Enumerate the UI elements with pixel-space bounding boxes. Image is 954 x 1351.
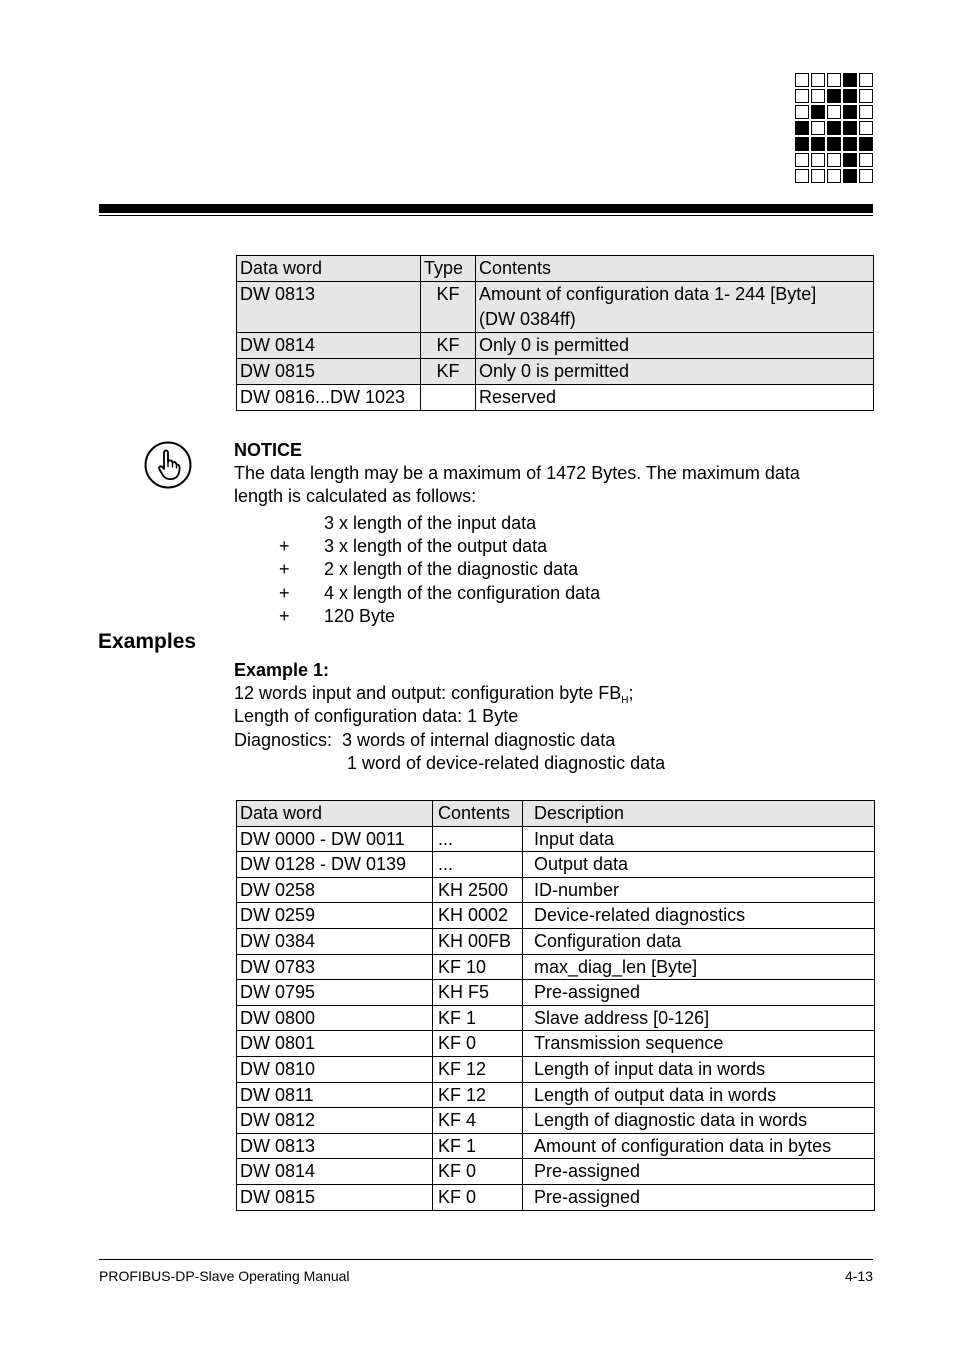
cell-contents: KH 0002 [433,903,523,929]
cell-description: Output data [523,852,875,878]
cell-data-word: DW 0800 [237,1005,433,1031]
cell-contents-line2: (DW 0384ff) [479,309,576,329]
notice-line-2: length is calculated as follows: [234,486,477,506]
formula-op: + [279,559,290,579]
cell-contents: KF 4 [433,1108,523,1134]
logo-square [795,121,809,135]
cell-data-word: DW 0000 - DW 0011 [237,826,433,852]
notice-title: NOTICE [234,440,303,460]
cell-contents: KF 0 [433,1184,523,1210]
table-row [237,1184,875,1210]
table-row [237,359,874,385]
logo-square [827,153,841,167]
example-1-line-3: Diagnostics: 3 words of internal diagnostic data [234,730,616,750]
logo-square [859,153,873,167]
cell-data-word: DW 0815 [237,359,421,385]
table-row [237,852,875,878]
logo-square [859,89,873,103]
cell-contents: Only 0 is permitted [476,333,874,359]
table-header-row [237,801,875,827]
table-row [237,1133,875,1159]
formula-term: 4 x length of the configuration data [324,583,601,603]
cell-data-word: DW 0384 [237,928,433,954]
logo-square [843,137,857,151]
cell-description: Pre-assigned [523,1159,875,1185]
formula-term: 2 x length of the diagnostic data [324,559,579,579]
header-data-word: Data word [237,801,433,827]
cell-contents-line1: Amount of configuration data 1- 244 [Byte] [479,284,817,304]
cell-description: Pre-assigned [523,1184,875,1210]
cell-contents: KF 0 [433,1159,523,1185]
logo-square [811,89,825,103]
table-row [237,826,875,852]
cell-contents: KH F5 [433,980,523,1006]
logo-square [859,137,873,151]
table-row [237,928,875,954]
cell-description: Slave address [0-126] [523,1005,875,1031]
cell-data-word: DW 0810 [237,1056,433,1082]
cell-data-word: DW 0128 - DW 0139 [237,852,433,878]
logo-square [811,121,825,135]
notice-line-1: The data length may be a maximum of 1472 Bytes. The maximum data [234,463,800,483]
cell-data-word: DW 0816...DW 1023 [237,385,421,411]
header-type: Type [421,256,476,282]
formula-term: 120 Byte [324,606,396,626]
cell-description: max_diag_len [Byte] [523,954,875,980]
footer-rule [99,1259,873,1260]
data-word-table-1 [236,255,874,411]
cell-data-word: DW 0783 [237,954,433,980]
cell-data-word: DW 0795 [237,980,433,1006]
logo-square [859,73,873,87]
formula-op: + [279,583,290,603]
cell-data-word: DW 0258 [237,877,433,903]
cell-data-word: DW 0815 [237,1184,433,1210]
cell-contents: Only 0 is permitted [476,359,874,385]
example-1-line-1-suffix: ; [628,683,634,703]
table-row [237,333,874,359]
formula-term: 3 x length of the input data [324,513,537,533]
hex-subscript: H [621,695,629,706]
cell-description: Pre-assigned [523,980,875,1006]
cell-description: Device-related diagnostics [523,903,875,929]
logo-square [827,73,841,87]
logo-square [843,105,857,119]
header-description: Description [523,801,875,827]
cell-type: KF [421,282,476,333]
cell-type [421,385,476,411]
logo-square [827,105,841,119]
logo-square [859,121,873,135]
logo-square [811,73,825,87]
logo-square [811,105,825,119]
formula-op: + [279,606,290,626]
table-row [237,1056,875,1082]
cell-contents: ... [433,852,523,878]
example-1-title: Example 1: [234,660,330,680]
cell-description: Length of output data in words [523,1082,875,1108]
logo-square [859,105,873,119]
cell-data-word: DW 0259 [237,903,433,929]
header-rule-thin [99,215,873,216]
logo-square [827,137,841,151]
cell-description: ID-number [523,877,875,903]
table-row [237,954,875,980]
table-row [237,1108,875,1134]
cell-contents: KH 00FB [433,928,523,954]
logo-square [795,73,809,87]
table-row [237,903,875,929]
logo-square [811,153,825,167]
cell-data-word: DW 0814 [237,1159,433,1185]
formula-op: + [279,536,290,556]
table-row [237,1005,875,1031]
cell-description: Configuration data [523,928,875,954]
cell-description: Amount of configuration data in bytes [523,1133,875,1159]
logo-square [795,169,809,183]
cell-contents: KF 1 [433,1005,523,1031]
logo-square [859,169,873,183]
header-contents: Contents [476,256,874,282]
header-data-word: Data word [237,256,421,282]
cell-contents: KH 2500 [433,877,523,903]
cell-contents: KF 0 [433,1031,523,1057]
pointing-hand-icon [143,440,193,490]
cell-contents: ... [433,826,523,852]
table-header-row [237,256,874,282]
logo-square [827,121,841,135]
logo-square [795,153,809,167]
table-row [237,282,874,333]
header-rule [99,204,873,213]
table-row [237,877,875,903]
table-row [237,1031,875,1057]
example-1-line-4: 1 word of device-related diagnostic data [347,753,666,773]
logo-square [811,137,825,151]
formula-term: 3 x length of the output data [324,536,548,556]
logo-square [843,153,857,167]
section-heading-examples: Examples [98,630,197,653]
logo-square [827,169,841,183]
cell-type: KF [421,359,476,385]
logo-square [795,89,809,103]
cell-data-word: DW 0813 [237,1133,433,1159]
example-1-line-1-text: 12 words input and output: configuration byte FB [234,683,622,703]
logo-square [827,89,841,103]
table-row [237,1082,875,1108]
header-contents: Contents [433,801,523,827]
logo-square [843,73,857,87]
cell-description: Length of input data in words [523,1056,875,1082]
cell-description: Transmission sequence [523,1031,875,1057]
footer-manual-title: PROFIBUS-DP-Slave Operating Manual [99,1268,350,1284]
cell-data-word: DW 0812 [237,1108,433,1134]
cell-data-word: DW 0801 [237,1031,433,1057]
logo-square [843,89,857,103]
logo-square [843,121,857,135]
logo-square [795,105,809,119]
logo-square [795,137,809,151]
company-logo-grid [795,73,873,183]
cell-data-word: DW 0813 [237,282,421,333]
example-1-line-2: Length of configuration data: 1 Byte [234,706,519,726]
cell-description: Input data [523,826,875,852]
cell-contents: KF 12 [433,1056,523,1082]
footer-page-number: 4-13 [844,1268,873,1284]
table-row [237,1159,875,1185]
table-row [237,385,874,411]
cell-contents [476,282,874,333]
cell-data-word: DW 0811 [237,1082,433,1108]
cell-description: Length of diagnostic data in words [523,1108,875,1134]
logo-square [811,169,825,183]
cell-contents: Reserved [476,385,874,411]
logo-square [843,169,857,183]
cell-contents: KF 1 [433,1133,523,1159]
cell-data-word: DW 0814 [237,333,421,359]
example-1-data-table [236,800,875,1211]
table-row [237,980,875,1006]
cell-contents: KF 12 [433,1082,523,1108]
cell-contents: KF 10 [433,954,523,980]
cell-type: KF [421,333,476,359]
